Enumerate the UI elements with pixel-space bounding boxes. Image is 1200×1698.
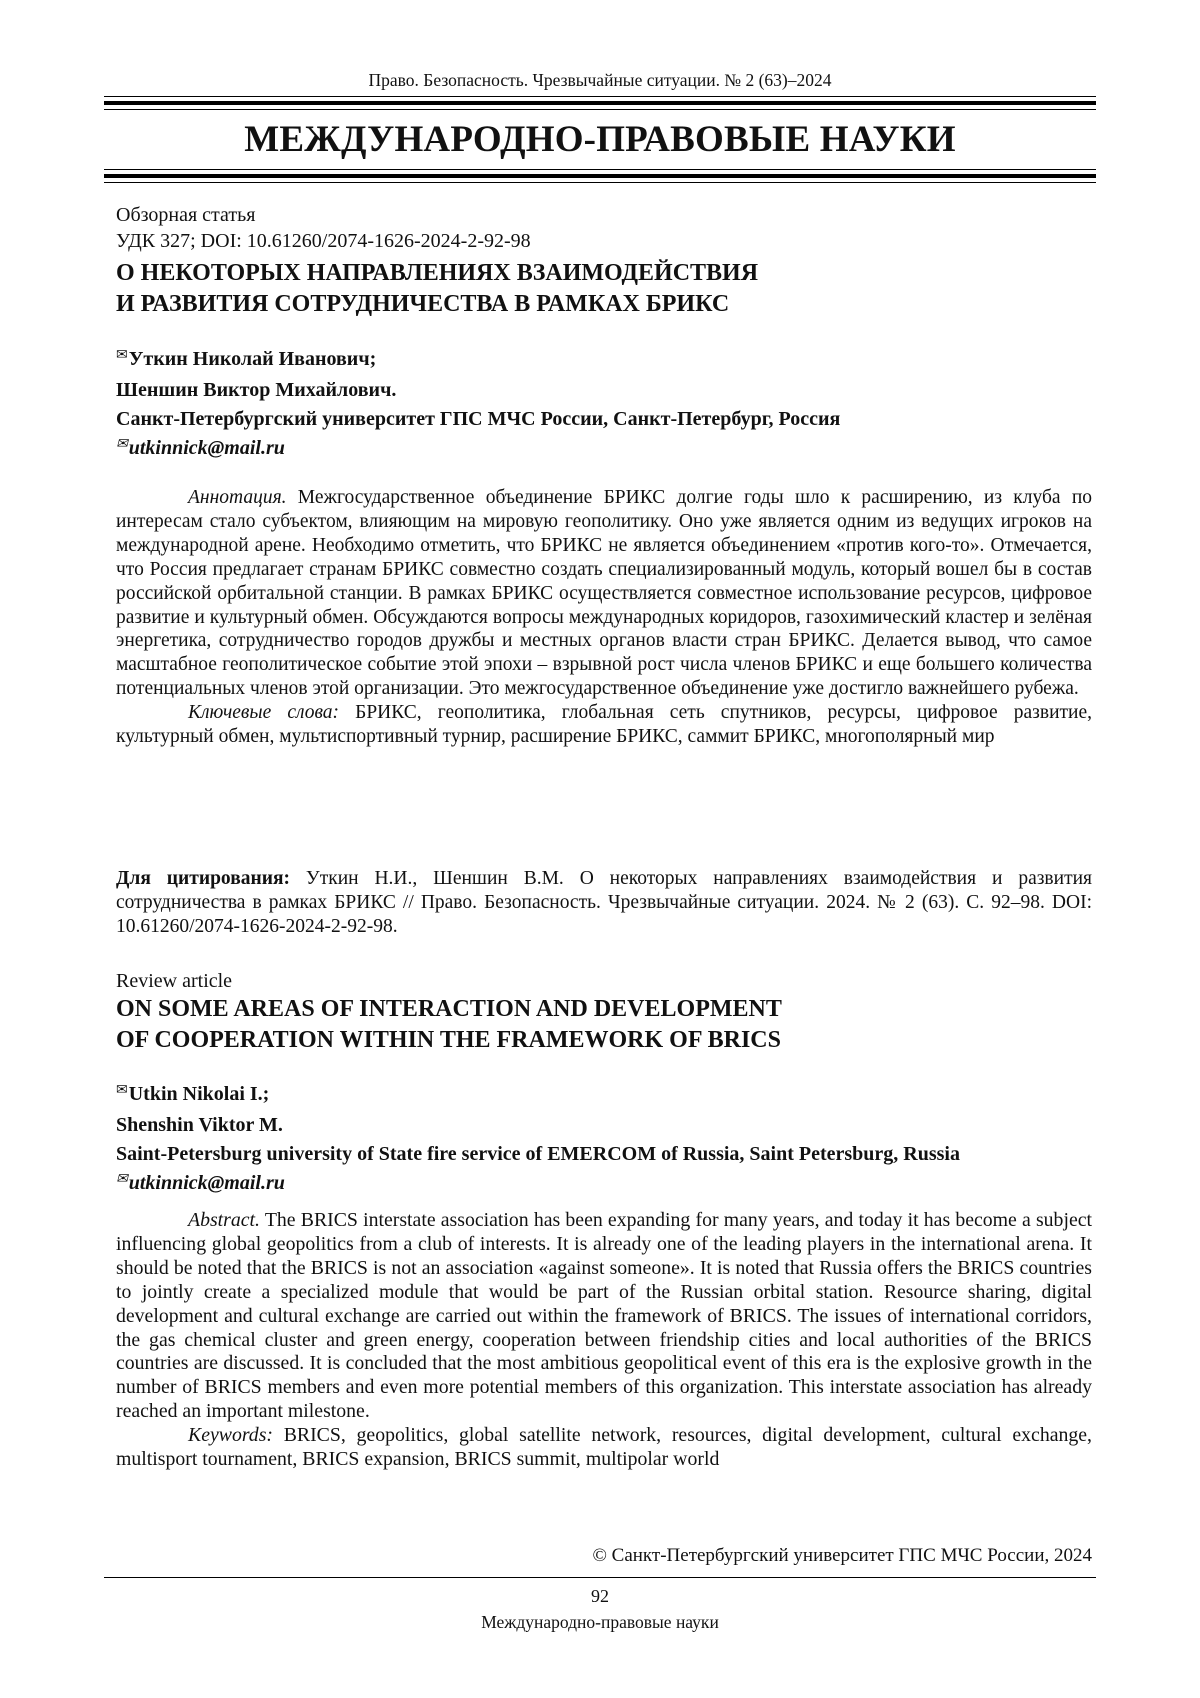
en-author-2: Shenshin Viktor M. [116,1114,283,1136]
en-email[interactable]: ✉utkinnick@mail.ru [116,1172,285,1194]
en-affiliation: Saint-Petersburg university of State fire service of EMERCOM of Russia, Saint Petersburg, Russia [116,1143,960,1165]
copyright: © Санкт-Петербургский университет ГПС МЧС России, 2024 [592,1545,1092,1566]
en-article-type: Review article [116,970,233,992]
en-abstract-paragraph [116,1209,1092,1424]
envelope-icon: ✉ [116,437,128,452]
section-rule-thin-2 [104,182,1096,183]
journal-running-head: Право. Безопасность. Чрезвычайные ситуации. № 2 (63)–2024 [368,70,832,90]
en-abstract-text: The BRICS interstate association has been expanding for many years, and today it has become a subject influencing global geopolitics from a club of interests. It is already one of the leading players in the international arena. It should be noted that the BRICS is not an association «against someone». It is noted that Russia offers the BRICS countries to jointly create a specialized module that would be part of the Russian orbital station. Resource sharing, digital development and cultural exchange are carried out within the framework of BRICS. The issues of international corridors, the gas chemical cluster and green energy, cooperation between friendship cities and local authorities of the BRICS countries are discussed. It is concluded that the most ambitious geopolitical event of this era is the explosive growth in the number of BRICS members and even more potential members of this organization. This interstate association has already reached an important milestone. [116,1209,1092,1423]
en-abstract [116,1209,1092,1472]
en-title-line: OF COOPERATION WITHIN THE FRAMEWORK OF BRICS [116,1027,781,1053]
section-rule-thin [104,169,1096,170]
en-authors [116,1080,1092,1200]
ru-citation-label: Для цитирования: [116,868,290,889]
ru-abstract-paragraph [116,486,1092,701]
ru-abstract-label: Аннотация. [188,487,287,508]
section-rule-thick [104,174,1096,178]
en-keywords-paragraph [116,1424,1092,1472]
footer-section-title: Международно-правовые науки [481,1612,719,1632]
envelope-icon: ✉ [116,1172,128,1187]
en-keywords-text: BRICS, geopolitics, global satellite network, resources, digital development, cultural exchange, multisport tournament, BRICS expansion, BRICS summit, multipolar world [116,1424,1092,1471]
ru-abstract [116,486,1092,749]
ru-keywords-label: Ключевые слова: [188,702,340,724]
ru-title-line: И РАЗВИТИЯ СОТРУДНИЧЕСТВА В РАМКАХ БРИКС [116,291,730,317]
ru-abstract-text: Межгосударственное объединение БРИКС долгие годы шло к расширению, из клуба по интересам стало субъектом, влияющим на мировую геополитику. Оно уже является одним из ведущих игроков на международной арене. Необходимо отметить, что БРИКС не является объединением «против кого-то». Отмечается, что Россия предлагает странам БРИКС совместно создать специализированный модуль, который вошел бы в состав российской орбитальной станции. В рамках БРИКС осуществляется совместное использование ресурсов, цифровое развитие и культурный обмен. Обсуждаются вопросы международных коридоров, газохимический кластер и зелёная энергетика, сотрудничество городов дружбы и местных органов власти стран БРИКС. Делается вывод, что самое масштабное геополитическое событие этой эпохи – взрывной рост числа членов БРИКС и еще большего количества потенциальных членов этой организации. Это межгосударственное объединение уже достигло важнейшего рубежа. [116,487,1093,700]
ru-article-type: Обзорная статья [116,204,256,226]
en-abstract-label: Abstract. [188,1209,260,1231]
en-article-title [116,994,1092,1056]
footer-rule [104,1577,1096,1578]
ru-meta [116,202,1092,254]
section-title: МЕЖДУНАРОДНО-ПРАВОВЫЕ НАУКИ [244,119,956,160]
envelope-icon: ✉ [116,348,128,363]
ru-citation [116,867,1092,939]
ru-authors [116,345,1092,465]
en-author-1: ✉Utkin Nikolai I.; [116,1083,270,1105]
header-rule-thin-2 [104,109,1096,110]
ru-citation-text: Уткин Н.И., Шеншин В.М. О некоторых направлениях взаимодействия и развития сотрудничества в рамках БРИКС // Право. Безопасность. Чрезвычайные ситуации. 2024. № 2 (63). С. 92–98. DOI: 10.61260/2074-1626-2024-2-92-98. [116,868,1093,937]
ru-citation-paragraph [116,867,1092,939]
en-keywords-label: Keywords: [188,1424,273,1447]
ru-title-line: О НЕКОТОРЫХ НАПРАВЛЕНИЯХ ВЗАИМОДЕЙСТВИЯ [116,260,759,286]
ru-keywords-text: БРИКС, геополитика, глобальная сеть спутников, ресурсы, цифровое развитие, культурный обмен, мультиспортивный турнир, расширение БРИКС, саммит БРИКС, многополярный мир [116,702,1093,748]
ru-keywords-paragraph [116,701,1092,749]
ru-author-2: Шеншин Виктор Михайлович. [116,379,397,401]
ru-email[interactable]: ✉utkinnick@mail.ru [116,437,285,459]
ru-article-title [116,258,1092,320]
ru-udc-doi: УДК 327; DOI: 10.61260/2074-1626-2024-2-92-98 [116,230,531,252]
header-rule-thick [104,101,1096,105]
envelope-icon: ✉ [116,1083,128,1098]
header-rule-thin [104,96,1096,97]
en-meta [116,968,1092,994]
ru-affiliation: Санкт-Петербургский университет ГПС МЧС России, Санкт-Петербург, Россия [116,408,841,430]
page-number: 92 [591,1586,609,1606]
en-title-line: ON SOME AREAS OF INTERACTION AND DEVELOPMENT [116,996,782,1022]
ru-author-1: ✉Уткин Николай Иванович; [116,348,377,370]
